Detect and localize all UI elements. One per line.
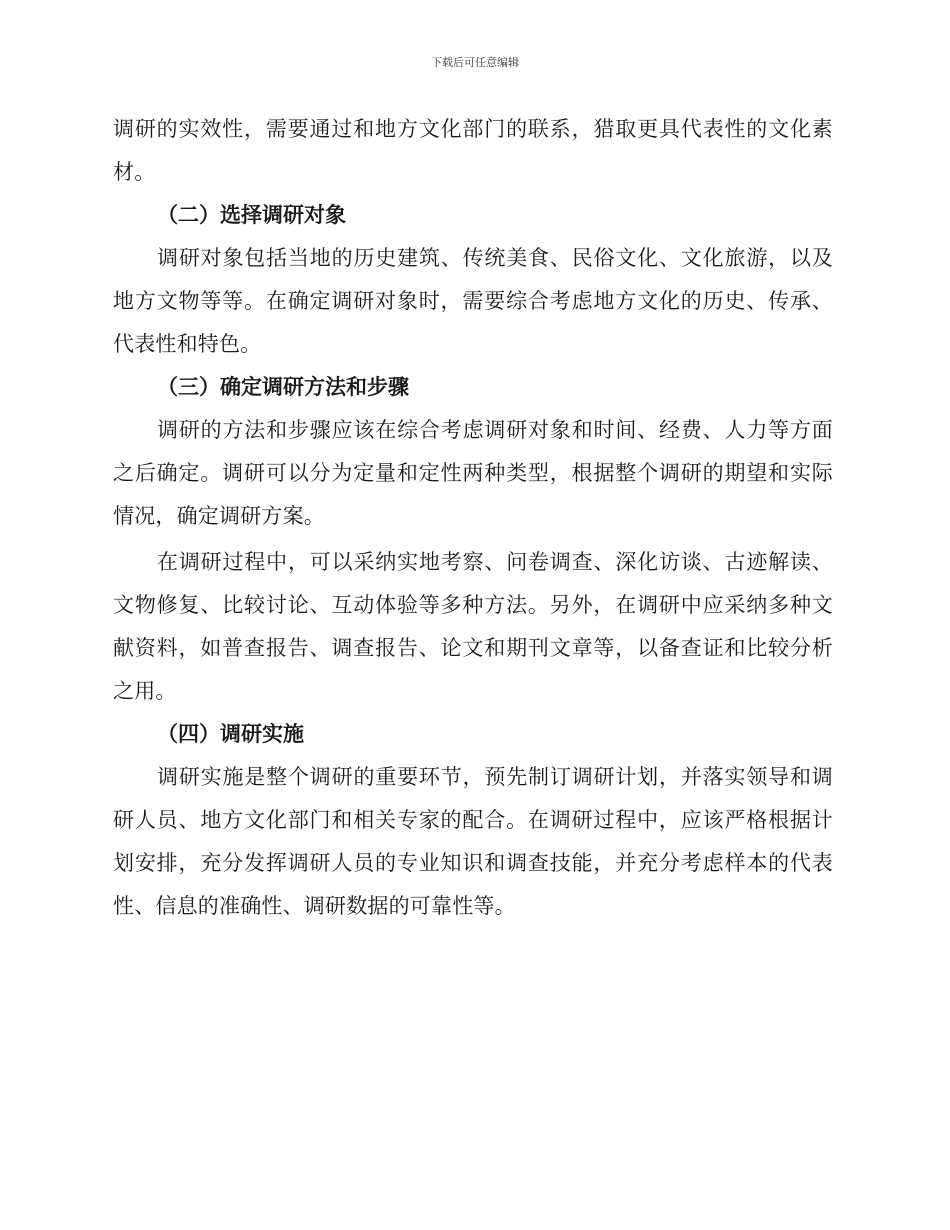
paragraph-methods-steps: 调研的方法和步骤应该在综合考虑调研对象和时间、经费、人力等方面之后确定。调研可以分为定量和定性两种类型，根据整个调研的期望和实际情况，确定调研方案。 [113,418,833,528]
document-body [113,108,833,928]
paragraph-implementation: 调研实施是整个调研的重要环节，预先制订调研计划，并落实领导和调研人员、地方文化部门和相关专家的配合。在调研过程中，应该严格根据计划安排，充分发挥调研人员的专业知识和调查技能，并充分考虑样本的代表性、信息的准确性、调研数据的可靠性等。 [113,765,833,918]
section-heading-4: （四）调研实施 [157,722,304,746]
section-heading-3: （三）确定调研方法和步骤 [157,375,409,399]
page-header: 下载后可任意编辑 [431,56,519,69]
section-heading-2: （二）选择调研对象 [157,203,346,227]
paragraph-continuation: 调研的实效性，需要通过和地方文化部门的联系，猎取更具代表性的文化素材。 [113,117,833,184]
paragraph-methods-detail: 在调研过程中，可以采纳实地考察、问卷调查、深化访谈、古迹解读、文物修复、比较讨论、互动体验等多种方法。另外，在调研中应采纳多种文献资料，如普查报告、调查报告、论文和期刊文章等，以备查证和比较分析之用。 [113,550,833,703]
paragraph-research-objects: 调研对象包括当地的历史建筑、传统美食、民俗文化、文化旅游，以及地方文物等等。在确定调研对象时，需要综合考虑地方文化的历史、传承、代表性和特色。 [113,246,833,356]
